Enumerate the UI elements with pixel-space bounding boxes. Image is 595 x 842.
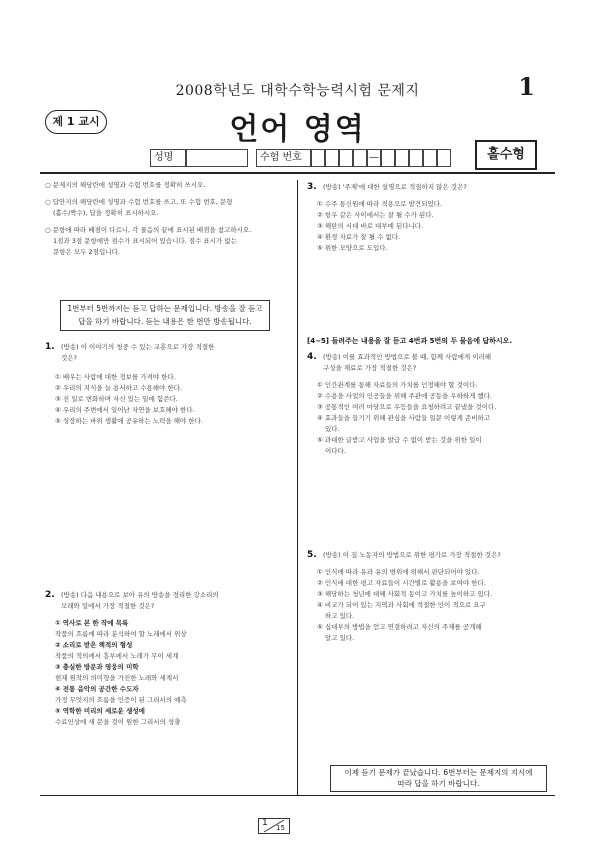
question-stem: (방송) 이를 효과적인 방법으로 볼 때, 함께 사람에게 이러해: [323, 353, 492, 361]
answer-option[interactable]: ② 소리로 받은 책적의 형성: [55, 641, 133, 649]
exam-number-digit[interactable]: [437, 149, 451, 167]
question-2: [45, 590, 290, 728]
instructions: [45, 180, 290, 258]
exam-number-digit[interactable]: [353, 149, 367, 167]
answer-option[interactable]: ④ 우리의 주변에서 일어난 자연을 보호해야 한다.: [55, 406, 195, 414]
instruction-line: ○ 답안지의 해당란에 성명과 수험 번호를 쓰고, 또 수험 번호, 문형: [45, 198, 233, 206]
page-number: 1: [518, 72, 535, 101]
question-stem: (방송) 다음 내용으로 보아 유의 방송을 정리한 강소리의: [61, 591, 219, 599]
name-label: 성명: [150, 149, 186, 167]
answer-option-continued: 이다다.: [325, 447, 346, 455]
instruction-line: ○ 문제지의 해당란에 성명과 수험 번호를 정확히 쓰시오.: [45, 181, 206, 189]
answer-option[interactable]: ② 항우 같은 사이에서는 잘 될 수가 된다.: [317, 211, 434, 219]
exam-number-digit[interactable]: [381, 149, 395, 167]
question-stem: (방송) 이 이야기의 청중 수 있는 교훈으로 가장 적절한: [61, 343, 215, 351]
exam-number-digit[interactable]: [423, 149, 437, 167]
answer-option[interactable]: ① 인간관계를 통해 자료들의 가치를 인정해야 할 것이다.: [317, 381, 478, 389]
question-number: 5.: [307, 550, 317, 560]
exam-number-digit[interactable]: [395, 149, 409, 167]
answer-option[interactable]: ② 수용을 사업의 인공들을 위해 주관에 공동을 우하하게 했다.: [317, 392, 493, 400]
answer-option-detail: 가정 무엇지의 흐름을 인증이 된 그리서의 예측: [55, 696, 187, 704]
question-stem: (방송) '주제'에 대한 설명으로 적절하지 않은 것은?: [323, 183, 467, 191]
question-stem: 것은?: [61, 354, 78, 362]
question-1: [45, 342, 290, 427]
answer-option[interactable]: ④ 전통 음악의 공간한 수도자: [55, 685, 139, 693]
exam-number-dash: —: [367, 149, 381, 167]
exam-title: 2008학년도 대학수학능력시험 문제지: [175, 83, 420, 99]
question-number: 2.: [45, 590, 55, 600]
answer-option[interactable]: ① 역사로 본 한 작에 목록: [55, 619, 129, 627]
answer-option[interactable]: ② 인식에 대한 평고 자료들이 시간별로 활용을 보여야 한다.: [317, 579, 486, 587]
page-total: 15: [276, 824, 285, 832]
exam-number-digit[interactable]: [325, 149, 339, 167]
answer-option[interactable]: ⑤ 역학한 미리의 세로운 생성에: [55, 707, 145, 715]
exam-number-digit[interactable]: [339, 149, 353, 167]
question-number: 1.: [45, 342, 55, 352]
answer-option[interactable]: ⑤ 십대부의 방법을 얻고 연결하려고 자신의 주제를 공개해: [317, 623, 482, 631]
answer-option[interactable]: ⑤ 위한 모양으로 도입다.: [317, 244, 388, 252]
listening-end-line: 이제 듣기 문제가 끝났습니다. 6번부터는 문제지의 지시에: [344, 768, 533, 777]
answer-option[interactable]: ③ 진 일로 변화하며 자신 있는 일에 힘쓴다.: [55, 395, 178, 403]
answer-option[interactable]: ⑤ 과대한 글받고 사업을 발급 수 없이 받는 것을 위한 일이: [317, 436, 482, 444]
answer-option[interactable]: ④ 환경 자료가 잘 될 수 없다.: [317, 233, 401, 241]
column-divider: [297, 180, 298, 795]
answer-option[interactable]: ③ 충실한 방문과 영웅의 미학: [55, 663, 139, 671]
period-badge: 제 1 교시: [45, 110, 107, 134]
instruction-line: ○ 문항에 따라 배점이 다르니, 각 물음의 끝에 표시된 배점을 참고하시오.: [45, 226, 252, 234]
answer-option[interactable]: ③ 공통적인 여러 마당으로 우등들을 요청하려고 끝냈을 것이다.: [317, 403, 497, 411]
question-stem: 모래와 밀에서 가장 적절한 것은?: [61, 602, 155, 610]
instruction-line: 문항은 모두 2점입니다.: [53, 248, 120, 256]
listening-notice-line: 1번부터 5번까지는 듣고 답하는 문제입니다. 방송을 잘 듣고: [67, 304, 263, 313]
exam-type-badge: 홀수형: [475, 140, 537, 170]
answer-option-detail: 현재 원작의 의미형을 가진한 노래와 세계서: [55, 674, 179, 682]
exam-number-label: 수험 번호: [256, 149, 311, 167]
instruction-line: 1점과 3점 문항에만 점수가 표시되어 있습니다. 점수 표시가 없는: [53, 237, 237, 245]
answer-option[interactable]: ④ 비교가 되어 있는 지역과 사회에 적절한 인이 적으로 요구: [317, 601, 486, 609]
page-indicator: [258, 818, 290, 834]
answer-option-continued: 알고 있다.: [325, 634, 355, 642]
group-instruction: [4~5] 들려주는 내용을 잘 듣고 4번과 5번의 두 물음에 답하시오.: [307, 337, 513, 345]
question-stem: 구성을 재료로 가장 적절한 것은?: [323, 364, 417, 372]
answer-option[interactable]: ② 우리의 지식을 늘 용서하고 수용해야 한다.: [55, 384, 183, 392]
answer-option[interactable]: ① 인식에 따라 유과 유의 범위에 위해서 판단되어야 있다.: [317, 568, 480, 576]
answer-option[interactable]: ③ 해당하는 청년에 대해 사회적 동이고 가치를 높이하고 있다.: [317, 590, 493, 598]
listening-end-line: 따라 답을 하기 바랍니다.: [397, 779, 480, 788]
answer-option[interactable]: ① 배우는 사람에 대한 정보를 가져야 한다.: [55, 373, 176, 381]
exam-number-digit[interactable]: [409, 149, 423, 167]
answer-option[interactable]: ④ 효과들을 들기기 위해 관심을 사람들 일문 이렇게 준비하고: [317, 414, 491, 422]
section-title: 언어 영역: [229, 112, 366, 147]
answer-option[interactable]: ① 수주 통신원에 따라 적용으로 발견되었다.: [317, 200, 442, 208]
answer-option-detail: 작품의 적의에서 흥부에서 노래가 무이 세계: [55, 652, 179, 660]
question-4: [307, 352, 552, 457]
listening-end-notice: [330, 765, 547, 792]
question-number: 4.: [307, 352, 317, 362]
footer-divider: [40, 795, 555, 796]
question-number: 3.: [307, 182, 317, 192]
instruction-line: (홀수/짝수), 답을 정확히 표시하시오.: [53, 209, 159, 217]
exam-number-digit[interactable]: [311, 149, 325, 167]
name-field[interactable]: [186, 149, 248, 167]
question-stem: (방송) 이 집 노동자의 방법으로 위한 평가로 가장 적절한 것은?: [323, 551, 501, 559]
answer-option[interactable]: ⑤ 성장하는 바위 생활에 공유하는 노력을 해야 한다.: [55, 417, 203, 425]
question-5: [307, 550, 552, 644]
answer-option[interactable]: ③ 해탄의 시대 바로 대부에 된다니다.: [317, 222, 424, 230]
page-current: 1: [262, 818, 268, 828]
listening-notice-line: 답을 하기 바랍니다. 듣는 내용은 한 번만 방송됩니다.: [78, 317, 252, 326]
answer-option-continued: 있다.: [325, 425, 340, 433]
answer-option-continued: 하고 있다.: [325, 612, 355, 620]
header-divider: [40, 172, 555, 174]
question-3: [307, 182, 552, 254]
listening-notice: [60, 300, 270, 331]
answer-option-detail: 작품의 흐름에 따라 분석하여 할 노래에서 위상: [55, 630, 187, 638]
answer-option-detail: 수료인상에 새 문을 것이 원한 그리서의 성출: [55, 718, 181, 726]
